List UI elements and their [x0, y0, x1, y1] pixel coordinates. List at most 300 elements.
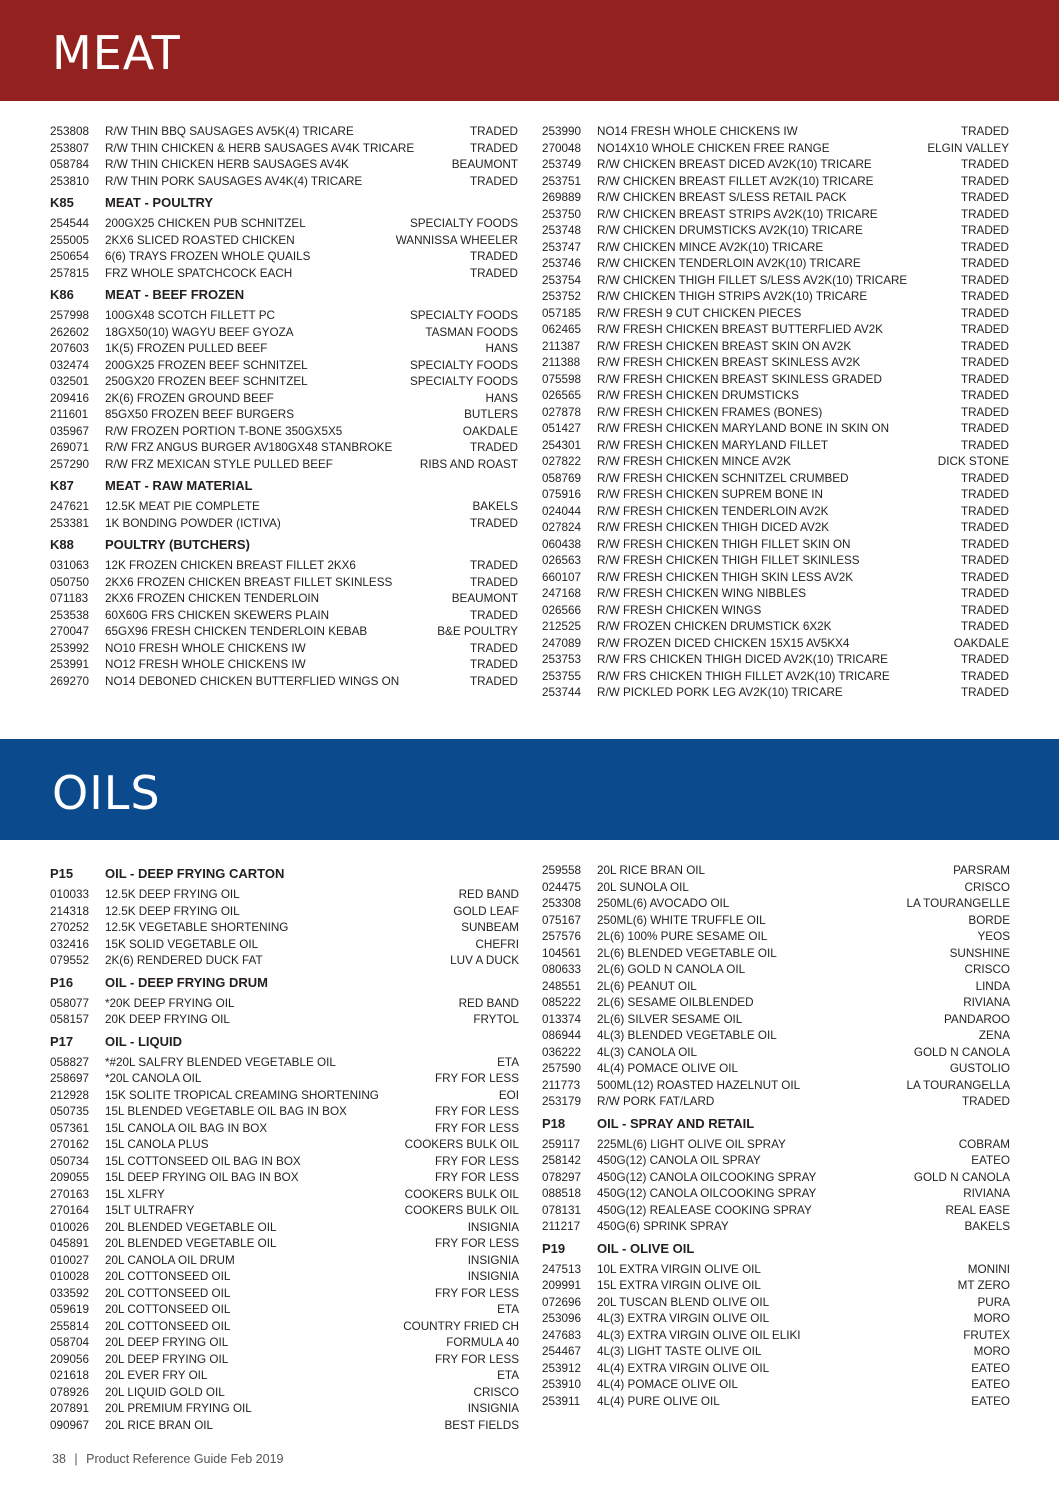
product-code: 072696 — [542, 1295, 582, 1309]
product-code: 088518 — [542, 1187, 582, 1200]
product-supplier: SPECIALTY FOODS — [409, 309, 518, 322]
product-description: R/W FRZ MEXICAN STYLE PULLED BEEF — [105, 457, 333, 471]
page-footer — [52, 1452, 283, 1466]
product-supplier: TRADED — [469, 658, 518, 671]
product-row — [50, 374, 518, 391]
product-supplier: TRADED — [469, 250, 518, 263]
section-title: POULTRY (BUTCHERS) — [105, 537, 250, 552]
product-supplier: RED BAND — [458, 996, 519, 1010]
product-code: 080633 — [542, 963, 582, 976]
product-row — [542, 1295, 1010, 1312]
product-description: 500ML(12) ROASTED HAZELNUT OIL — [597, 1078, 801, 1092]
product-description: NO14 DEBONED CHICKEN BUTTERFLIED WINGS ON — [105, 674, 400, 688]
product-supplier: TRADED — [961, 1095, 1010, 1108]
product-code: 253810 — [50, 174, 90, 188]
product-row — [50, 937, 519, 954]
product-description: R/W CHICKEN BREAST DICED AV2K(10) TRICARE — [597, 158, 872, 171]
product-row — [50, 174, 518, 191]
product-description: 20L COTTONSEED OIL — [105, 1303, 231, 1316]
product-description: R/W FROZEN CHICKEN DRUMSTICK 6X2K — [597, 620, 832, 633]
product-description: 15K SOLID VEGETABLE OIL — [105, 937, 259, 951]
product-supplier: TRADED — [960, 372, 1009, 386]
product-row — [542, 685, 1009, 702]
section-header — [50, 478, 518, 494]
product-description: R/W FRESH CHICKEN BREAST BUTTERFLIED AV2K — [597, 323, 883, 336]
product-supplier: EATEO — [971, 1361, 1010, 1375]
product-row — [50, 341, 518, 358]
product-row — [542, 1394, 1010, 1411]
product-supplier: INSIGNIA — [467, 1270, 519, 1283]
meat-title: MEAT — [52, 26, 181, 80]
product-code: 211601 — [50, 408, 89, 421]
product-row — [50, 953, 519, 970]
product-description: 2L(6) 100% PURE SESAME OIL — [597, 930, 768, 943]
product-row — [542, 603, 1009, 620]
product-description: R/W CHICKEN BREAST FILLET AV2K(10) TRICARE — [597, 174, 874, 188]
product-supplier: TRADED — [960, 273, 1009, 287]
product-row — [542, 240, 1009, 257]
product-row — [542, 207, 1009, 224]
section-header — [542, 1241, 1010, 1257]
product-code: 051427 — [542, 422, 582, 435]
product-supplier: TRADED — [960, 207, 1009, 221]
product-code: 050734 — [50, 1154, 90, 1168]
product-description: 20L COTTONSEED OIL — [105, 1286, 231, 1300]
product-row — [50, 1385, 519, 1402]
product-supplier: SPECIALTY FOODS — [409, 358, 518, 372]
product-code: 253912 — [542, 1361, 582, 1375]
product-supplier: MT ZERO — [957, 1279, 1010, 1292]
product-row — [542, 1137, 1010, 1154]
product-description: 20L DEEP FRYING OIL — [105, 1352, 229, 1366]
section-title: OIL - DEEP FRYING CARTON — [105, 866, 285, 881]
product-description: 1K(5) FROZEN PULLED BEEF — [105, 342, 268, 355]
product-supplier: TRADED — [960, 240, 1009, 254]
product-code: 207891 — [50, 1402, 90, 1415]
product-description: R/W FRS CHICKEN THIGH DICED AV2K(10) TRICARE — [597, 653, 888, 666]
product-supplier: REAL EASE — [945, 1203, 1010, 1217]
product-code: 010033 — [50, 888, 90, 901]
product-description: 2L(6) PEANUT OIL — [597, 979, 697, 993]
product-row — [50, 641, 518, 658]
product-row — [50, 1401, 519, 1418]
product-code: 250654 — [50, 250, 90, 263]
product-supplier: LA TOURANGELLA — [906, 1078, 1010, 1092]
product-description: 450G(6) SPRINK SPRAY — [597, 1220, 729, 1233]
product-code: 026565 — [542, 389, 582, 402]
product-description: 20L RICE BRAN OIL — [597, 864, 706, 877]
product-description: R/W FRESH CHICKEN THIGH DICED AV2K — [597, 521, 830, 534]
product-description: 20L TUSCAN BLEND OLIVE OIL — [597, 1295, 770, 1309]
product-supplier: GOLD N CANOLA — [913, 1170, 1010, 1184]
product-supplier: MORO — [973, 1312, 1010, 1325]
product-supplier: TRADED — [960, 669, 1009, 683]
product-row — [50, 1368, 519, 1385]
section-header — [50, 537, 518, 553]
product-supplier: TRADED — [960, 554, 1009, 567]
product-code: 270164 — [50, 1204, 90, 1217]
product-description: 20K DEEP FRYING OIL — [105, 1013, 230, 1026]
product-supplier: TRADED — [960, 306, 1009, 320]
product-row — [542, 1278, 1010, 1295]
product-description: 20L LIQUID GOLD OIL — [105, 1385, 225, 1399]
product-description: R/W FRESH CHICKEN THIGH SKIN LESS AV2K — [597, 570, 854, 584]
oils-left-column — [50, 861, 519, 1434]
product-code: 090967 — [50, 1418, 90, 1432]
product-description: R/W FRESH 9 CUT CHICKEN PIECES — [597, 306, 802, 320]
product-description: 60X60G FRS CHICKEN SKEWERS PLAIN — [105, 608, 330, 622]
product-description: 20L EVER FRY OIL — [105, 1369, 208, 1382]
product-code: 253808 — [50, 125, 90, 138]
product-supplier: TRADED — [469, 559, 518, 572]
product-code: 212928 — [50, 1088, 90, 1102]
product-supplier: B&E POULTRY — [437, 625, 518, 638]
product-description: NO14 FRESH WHOLE CHICKENS IW — [597, 125, 798, 138]
product-code: 209055 — [50, 1171, 90, 1184]
product-code: 085222 — [542, 996, 582, 1009]
product-description: 20L DEEP FRYING OIL — [105, 1336, 229, 1349]
product-code: 253744 — [542, 686, 582, 699]
product-row — [542, 636, 1009, 653]
product-description: R/W FRESH CHICKEN SCHNITZEL CRUMBED — [597, 471, 849, 485]
product-description: 450G(12) CANOLA OILCOOKING SPRAY — [597, 1187, 817, 1200]
product-code: 269889 — [542, 191, 582, 204]
product-supplier: TRADED — [960, 438, 1009, 452]
product-description: R/W FRESH CHICKEN THIGH FILLET SKIN ON — [597, 537, 851, 551]
section-code: K86 — [50, 287, 74, 302]
product-description: 10L EXTRA VIRGIN OLIVE OIL — [597, 1262, 761, 1276]
product-supplier: FRUTEX — [963, 1328, 1010, 1342]
product-row — [50, 1088, 519, 1105]
product-row — [50, 1220, 519, 1237]
product-description: R/W FRESH CHICKEN BREAST SKINLESS GRADED — [597, 372, 882, 386]
section-header — [542, 1116, 1010, 1132]
product-description: NO10 FRESH WHOLE CHICKENS IW — [105, 641, 306, 655]
product-description: R/W PICKLED PORK LEG AV2K(10) TRICARE — [597, 686, 843, 699]
product-code: 026566 — [542, 603, 582, 617]
section-code: K85 — [50, 195, 74, 210]
product-code: 254301 — [542, 438, 582, 452]
product-code: 212525 — [542, 620, 582, 633]
product-description: 15L XLFRY — [105, 1187, 165, 1201]
product-supplier: TRADED — [960, 504, 1009, 518]
product-description: 18GX50(10) WAGYU BEEF GYOZA — [105, 325, 294, 339]
product-row — [50, 1203, 519, 1220]
product-description: 6(6) TRAYS FROZEN WHOLE QUAILS — [105, 250, 311, 263]
product-code: 078297 — [542, 1170, 582, 1184]
product-code: 247683 — [542, 1328, 582, 1342]
product-code: 078926 — [50, 1385, 90, 1399]
product-row — [50, 1012, 519, 1029]
product-description: R/W FROZEN DICED CHICKEN 15X15 AV5KX4 — [597, 636, 850, 650]
product-supplier: TRADED — [960, 290, 1009, 303]
product-row — [50, 1302, 519, 1319]
oils-right-column — [542, 863, 1010, 1410]
product-code: 050750 — [50, 575, 90, 589]
product-description: 4L(4) POMACE OLIVE OIL — [597, 1378, 738, 1391]
product-supplier: TRADED — [960, 471, 1009, 485]
section-code: P17 — [50, 1033, 74, 1049]
product-code: 010028 — [50, 1270, 90, 1283]
product-row — [542, 520, 1009, 537]
product-row — [50, 233, 518, 250]
product-description: 450G(12) CANOLA OILCOOKING SPRAY — [597, 1170, 817, 1184]
product-code: 058769 — [542, 471, 582, 485]
product-supplier: TRADED — [960, 488, 1009, 501]
product-description: R/W CHICKEN MINCE AV2K(10) TRICARE — [597, 240, 824, 254]
product-supplier: SUNBEAM — [461, 921, 519, 934]
product-description: 2KX6 FROZEN CHICKEN TENDERLOIN — [105, 592, 320, 605]
product-row — [542, 438, 1009, 455]
section-title: OIL - SPRAY AND RETAIL — [597, 1115, 755, 1131]
product-supplier: INSIGNIA — [467, 1220, 519, 1234]
product-supplier: TASMAN FOODS — [425, 325, 518, 339]
product-description: 200GX25 FROZEN BEEF SCHNITZEL — [105, 358, 308, 372]
product-row — [542, 962, 1010, 979]
product-description: 20L PREMIUM FRYING OIL — [105, 1402, 252, 1415]
product-code: 259558 — [542, 864, 582, 877]
product-supplier: INSIGNIA — [467, 1253, 519, 1267]
product-supplier: TRADED — [469, 674, 518, 688]
product-description: 450G(12) CANOLA OIL SPRAY — [597, 1154, 761, 1167]
product-code: 062465 — [542, 323, 582, 336]
section-code: K88 — [50, 537, 74, 552]
product-description: 2K(6) RENDERED DUCK FAT — [105, 954, 263, 967]
product-supplier: TRADED — [960, 521, 1009, 534]
product-description: 4L(3) EXTRA VIRGIN OLIVE OIL — [597, 1312, 770, 1325]
product-code: 270163 — [50, 1187, 90, 1201]
product-supplier: TRADED — [960, 587, 1009, 600]
product-supplier: TRADED — [469, 174, 518, 188]
product-code: 253910 — [542, 1378, 582, 1391]
product-code: 247621 — [50, 500, 90, 513]
product-row — [50, 608, 518, 625]
product-row — [542, 454, 1009, 471]
section-title: OIL - OLIVE OIL — [597, 1240, 695, 1256]
product-row — [50, 407, 518, 424]
product-supplier: TRADED — [469, 141, 518, 155]
product-row — [542, 1153, 1010, 1170]
product-row — [542, 652, 1009, 669]
section-code: P16 — [50, 974, 74, 990]
product-code: 248551 — [542, 979, 582, 993]
product-row — [542, 1203, 1010, 1220]
product-supplier: GUSTOLIO — [949, 1062, 1010, 1075]
product-description: R/W THIN CHICKEN & HERB SAUSAGES AV4K TRICARE — [105, 141, 415, 155]
product-row — [542, 619, 1009, 636]
product-supplier: HANS — [485, 342, 518, 355]
product-description: 12.5K DEEP FRYING OIL — [105, 904, 240, 918]
product-row — [50, 1121, 519, 1138]
product-row — [542, 913, 1010, 930]
product-code: 253807 — [50, 141, 90, 155]
product-description: 15LT ULTRAFRY — [105, 1204, 195, 1217]
section-code: P15 — [50, 866, 74, 881]
product-code: 253992 — [50, 641, 90, 655]
product-description: 20L SUNOLA OIL — [597, 880, 689, 894]
product-code: 253179 — [542, 1095, 582, 1108]
product-code: 270252 — [50, 921, 90, 934]
product-code: 024044 — [542, 504, 582, 518]
product-row — [542, 1012, 1010, 1029]
product-supplier: TRADED — [960, 191, 1009, 204]
product-description: 2L(6) BLENDED VEGETABLE OIL — [597, 946, 777, 960]
product-row — [50, 1335, 519, 1352]
product-code: 027824 — [542, 521, 582, 534]
product-description: R/W FRESH CHICKEN WING NIBBLES — [597, 587, 807, 600]
product-supplier: ELGIN VALLEY — [927, 141, 1009, 155]
product-code: 247089 — [542, 636, 582, 650]
product-row — [50, 575, 518, 592]
product-description: *#20L SALFRY BLENDED VEGETABLE OIL — [105, 1055, 336, 1069]
product-row — [50, 591, 518, 608]
product-code: 253752 — [542, 290, 582, 303]
product-row — [50, 1236, 519, 1253]
product-code: 032501 — [50, 375, 90, 388]
product-row — [50, 1170, 519, 1187]
product-description: 15L DEEP FRYING OIL BAG IN BOX — [105, 1171, 299, 1184]
product-supplier: FRY FOR LESS — [434, 1072, 519, 1085]
section-title: MEAT - POULTRY — [105, 195, 214, 210]
product-supplier: TRADED — [960, 158, 1009, 171]
product-supplier: HANS — [485, 391, 518, 405]
product-code: 253308 — [542, 897, 582, 910]
product-row — [542, 863, 1010, 880]
product-row — [542, 1186, 1010, 1203]
product-code: 036222 — [542, 1045, 582, 1059]
product-code: 253746 — [542, 257, 582, 270]
product-description: 4L(3) BLENDED VEGETABLE OIL — [597, 1029, 777, 1042]
product-row — [542, 880, 1010, 897]
product-row — [50, 266, 518, 283]
footer-separator: | — [74, 1452, 78, 1466]
product-supplier: FRY FOR LESS — [434, 1105, 519, 1118]
product-supplier: TRADED — [469, 266, 518, 280]
section-header — [50, 195, 518, 211]
product-code: 027822 — [542, 455, 582, 468]
product-row — [542, 223, 1009, 240]
product-description: 250ML(6) WHITE TRUFFLE OIL — [597, 913, 766, 927]
product-code: 270162 — [50, 1138, 90, 1151]
product-supplier: TRADED — [960, 339, 1009, 353]
product-row — [50, 141, 518, 158]
product-description: R/W FRZ ANGUS BURGER AV180GX48 STANBROKE — [105, 441, 393, 454]
product-row — [50, 1055, 519, 1072]
product-description: R/W CHICKEN THIGH STRIPS AV2K(10) TRICARE — [597, 290, 868, 303]
product-row — [542, 487, 1009, 504]
product-supplier: LINDA — [975, 979, 1010, 993]
product-code: 258697 — [50, 1072, 90, 1085]
section-header — [50, 287, 518, 303]
product-description: 4L(3) EXTRA VIRGIN OLIVE OIL ELIKI — [597, 1328, 801, 1342]
product-description: R/W FRESH CHICKEN BREAST SKIN ON AV2K — [597, 339, 852, 353]
product-supplier: FRY FOR LESS — [434, 1352, 519, 1366]
product-supplier: TRADED — [469, 641, 518, 655]
product-supplier: ZENA — [978, 1029, 1010, 1042]
product-row — [542, 289, 1009, 306]
product-description: 15L EXTRA VIRGIN OLIVE OIL — [597, 1279, 761, 1292]
product-row — [50, 1352, 519, 1369]
product-description: R/W CHICKEN BREAST STRIPS AV2K(10) TRICARE — [597, 207, 878, 221]
section-header — [50, 866, 519, 882]
product-supplier: TRADED — [960, 174, 1009, 188]
product-description: R/W FRS CHICKEN THIGH FILLET AV2K(10) TRICARE — [597, 669, 890, 683]
section-code: K87 — [50, 478, 74, 493]
product-code: 058827 — [50, 1055, 90, 1069]
product-code: 211387 — [542, 339, 581, 353]
product-row — [542, 273, 1009, 290]
product-supplier: OAKDALE — [953, 636, 1009, 650]
product-code: 035967 — [50, 424, 90, 438]
product-description: R/W FRESH CHICKEN MARYLAND FILLET — [597, 438, 828, 452]
product-code: 247513 — [542, 1262, 582, 1276]
product-code: 253747 — [542, 240, 582, 254]
product-code: 071183 — [50, 592, 89, 605]
product-description: R/W FRESH CHICKEN TENDERLOIN AV2K — [597, 504, 829, 518]
product-supplier: COOKERS BULK OIL — [404, 1204, 519, 1217]
product-description: R/W FRESH CHICKEN MARYLAND BONE IN SKIN ON — [597, 422, 890, 435]
product-supplier: TRADED — [960, 224, 1009, 237]
product-supplier: RED BAND — [458, 888, 519, 901]
product-description: 2L(6) SESAME OILBLENDED — [597, 996, 754, 1009]
product-row — [50, 1319, 519, 1336]
product-row — [542, 1328, 1010, 1345]
product-description: 450G(12) REALEASE COOKING SPRAY — [597, 1203, 812, 1217]
product-description: R/W FRESH CHICKEN MINCE AV2K — [597, 455, 791, 468]
product-code: 257815 — [50, 266, 90, 280]
product-code: 262602 — [50, 325, 90, 339]
product-supplier: BEAUMONT — [451, 158, 518, 171]
product-description: 225ML(6) LIGHT OLIVE OIL SPRAY — [597, 1137, 786, 1151]
product-supplier: FRY FOR LESS — [434, 1286, 519, 1300]
product-description: 4L(4) PURE OLIVE OIL — [597, 1394, 720, 1408]
product-row — [50, 1187, 519, 1204]
product-row — [50, 1286, 519, 1303]
product-code: 032416 — [50, 937, 90, 951]
product-supplier: INSIGNIA — [467, 1402, 519, 1415]
product-row — [542, 174, 1009, 191]
product-row — [542, 157, 1009, 174]
page-number: 38 — [52, 1452, 66, 1466]
product-row — [542, 1262, 1010, 1279]
product-description: R/W FROZEN PORTION T-BONE 350GX5X5 — [105, 424, 343, 438]
product-code: 086944 — [542, 1029, 582, 1042]
product-row — [50, 996, 519, 1013]
product-row — [542, 537, 1009, 554]
product-supplier: FRY FOR LESS — [434, 1121, 519, 1135]
product-description: R/W FRESH CHICKEN SUPREM BONE IN — [597, 488, 823, 501]
product-row — [50, 440, 518, 457]
product-code: 078131 — [542, 1203, 582, 1217]
product-description: 2L(6) GOLD N CANOLA OIL — [597, 963, 746, 976]
product-description: *20L CANOLA OIL — [105, 1072, 202, 1085]
section-header — [50, 1034, 519, 1050]
product-description: 85GX50 FROZEN BEEF BURGERS — [105, 408, 294, 421]
product-row — [542, 979, 1010, 996]
product-code: 257290 — [50, 457, 90, 471]
product-row — [50, 1253, 519, 1270]
section-code: P18 — [542, 1115, 566, 1131]
product-description: R/W CHICKEN BREAST S/LESS RETAIL PACK — [597, 191, 847, 204]
product-supplier: FRY FOR LESS — [434, 1237, 519, 1250]
product-row — [542, 946, 1010, 963]
oils-title: OILS — [52, 766, 161, 820]
product-supplier: TRADED — [469, 516, 518, 530]
product-description: 15K SOLITE TROPICAL CREAMING SHORTENING — [105, 1088, 379, 1102]
product-description: 20L BLENDED VEGETABLE OIL — [105, 1237, 277, 1250]
product-row — [542, 1094, 1010, 1111]
product-row — [50, 904, 519, 921]
